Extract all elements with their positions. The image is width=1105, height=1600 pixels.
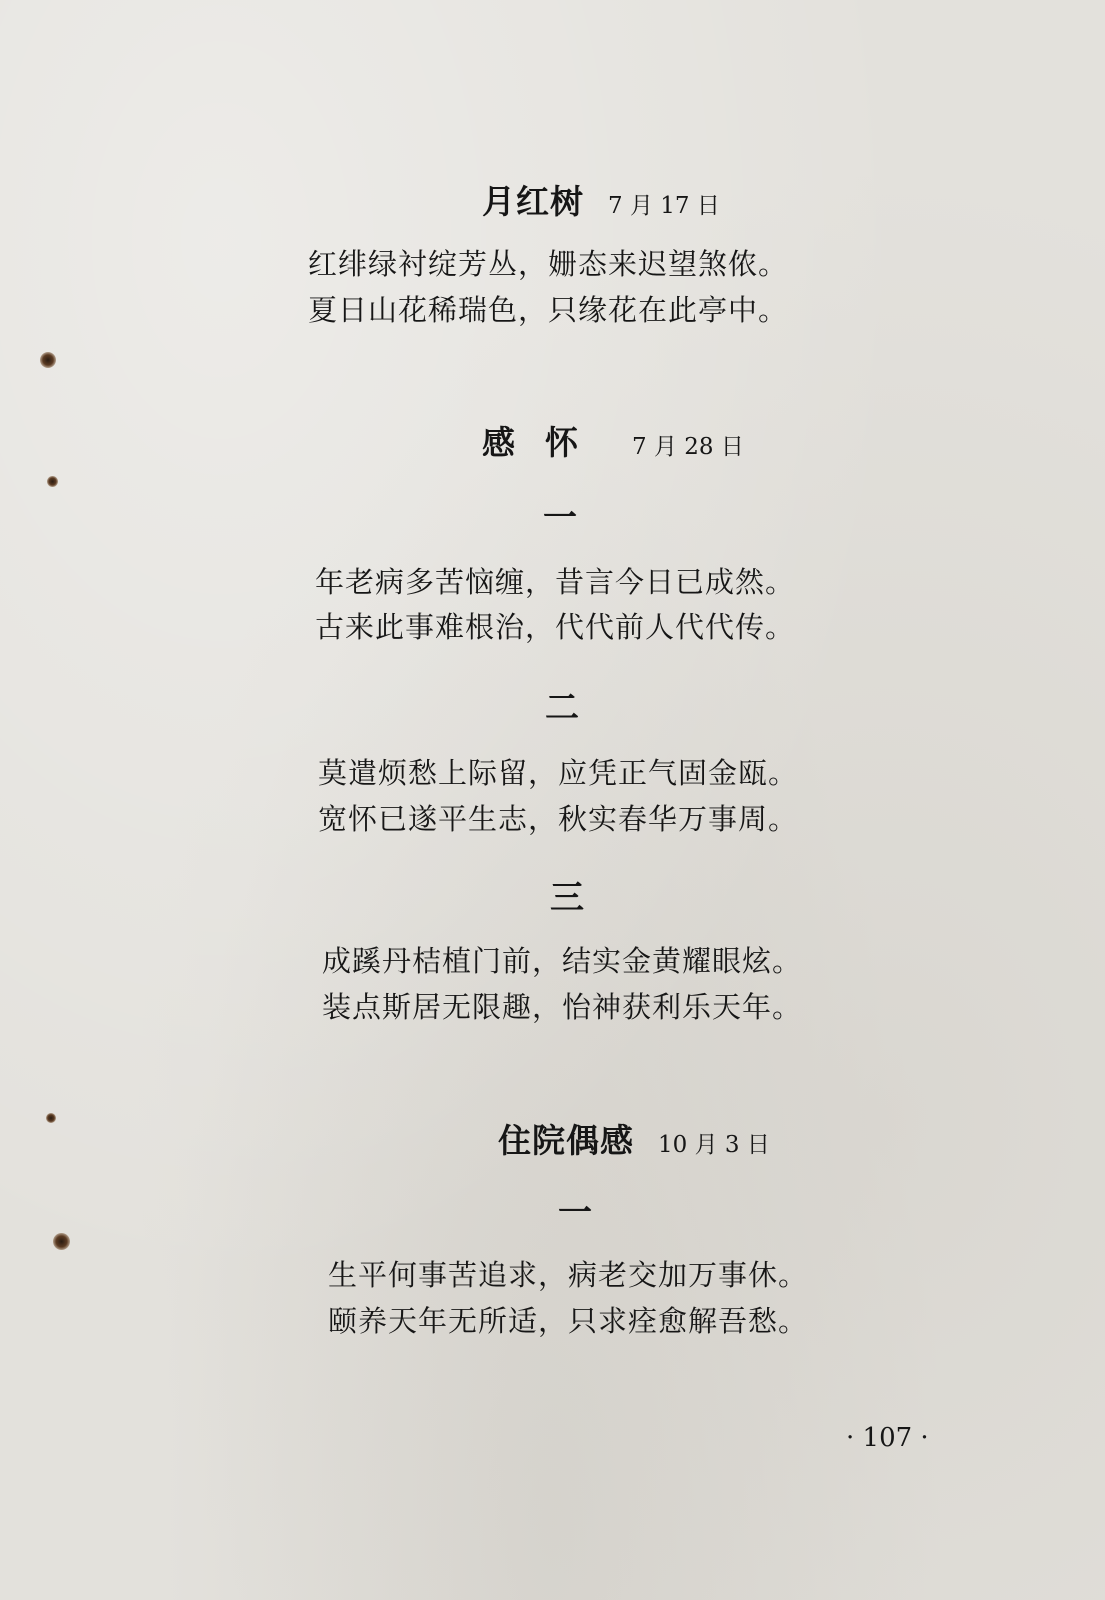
poem-title <box>482 176 720 223</box>
poem-line: 红绯绿衬绽芳丛，姗态来迟望煞侬。 <box>308 247 789 281</box>
poem-line: 莫遣烦愁上际留，应凭正气固金瓯。 <box>318 756 799 790</box>
poem-line: 颐养天年无所适，只求痊愈解吾愁。 <box>328 1304 809 1338</box>
poem-title-text: 感怀 <box>482 423 608 462</box>
section-numeral: 一 <box>543 498 577 538</box>
poem-line: 宽怀已遂平生志，秋实春华万事周。 <box>318 802 799 836</box>
poem-title <box>498 1115 770 1162</box>
binding-hole <box>47 476 58 487</box>
section-numeral: 三 <box>550 878 584 918</box>
binding-hole <box>53 1233 70 1250</box>
poem-date: 10 月 3 日 <box>658 1132 770 1158</box>
binding-hole <box>40 352 56 368</box>
binding-hole <box>46 1113 56 1123</box>
poem-date: 7 月 28 日 <box>632 434 744 460</box>
poem-line: 生平何事苦追求，病老交加万事休。 <box>328 1258 809 1292</box>
section-numeral: 一 <box>558 1193 592 1233</box>
poem-date: 7 月 17 日 <box>608 193 720 219</box>
section-numeral: 二 <box>545 688 579 728</box>
poem-title-text: 住院偶感 <box>498 1121 634 1160</box>
poem-line: 古来此事难根治，代代前人代代传。 <box>315 610 796 644</box>
poem-title <box>482 417 744 464</box>
poem-line: 年老病多苦恼缠，昔言今日已成然。 <box>315 565 796 599</box>
poem-line: 夏日山花稀瑞色，只缘花在此亭中。 <box>308 293 789 327</box>
poem-title-text: 月红树 <box>482 182 584 221</box>
poem-line: 成蹊丹桔植门前，结实金黄耀眼炫。 <box>322 944 803 978</box>
page-number: · 107 · <box>846 1423 929 1453</box>
poem-line: 装点斯居无限趣，怡神获利乐天年。 <box>322 990 803 1024</box>
